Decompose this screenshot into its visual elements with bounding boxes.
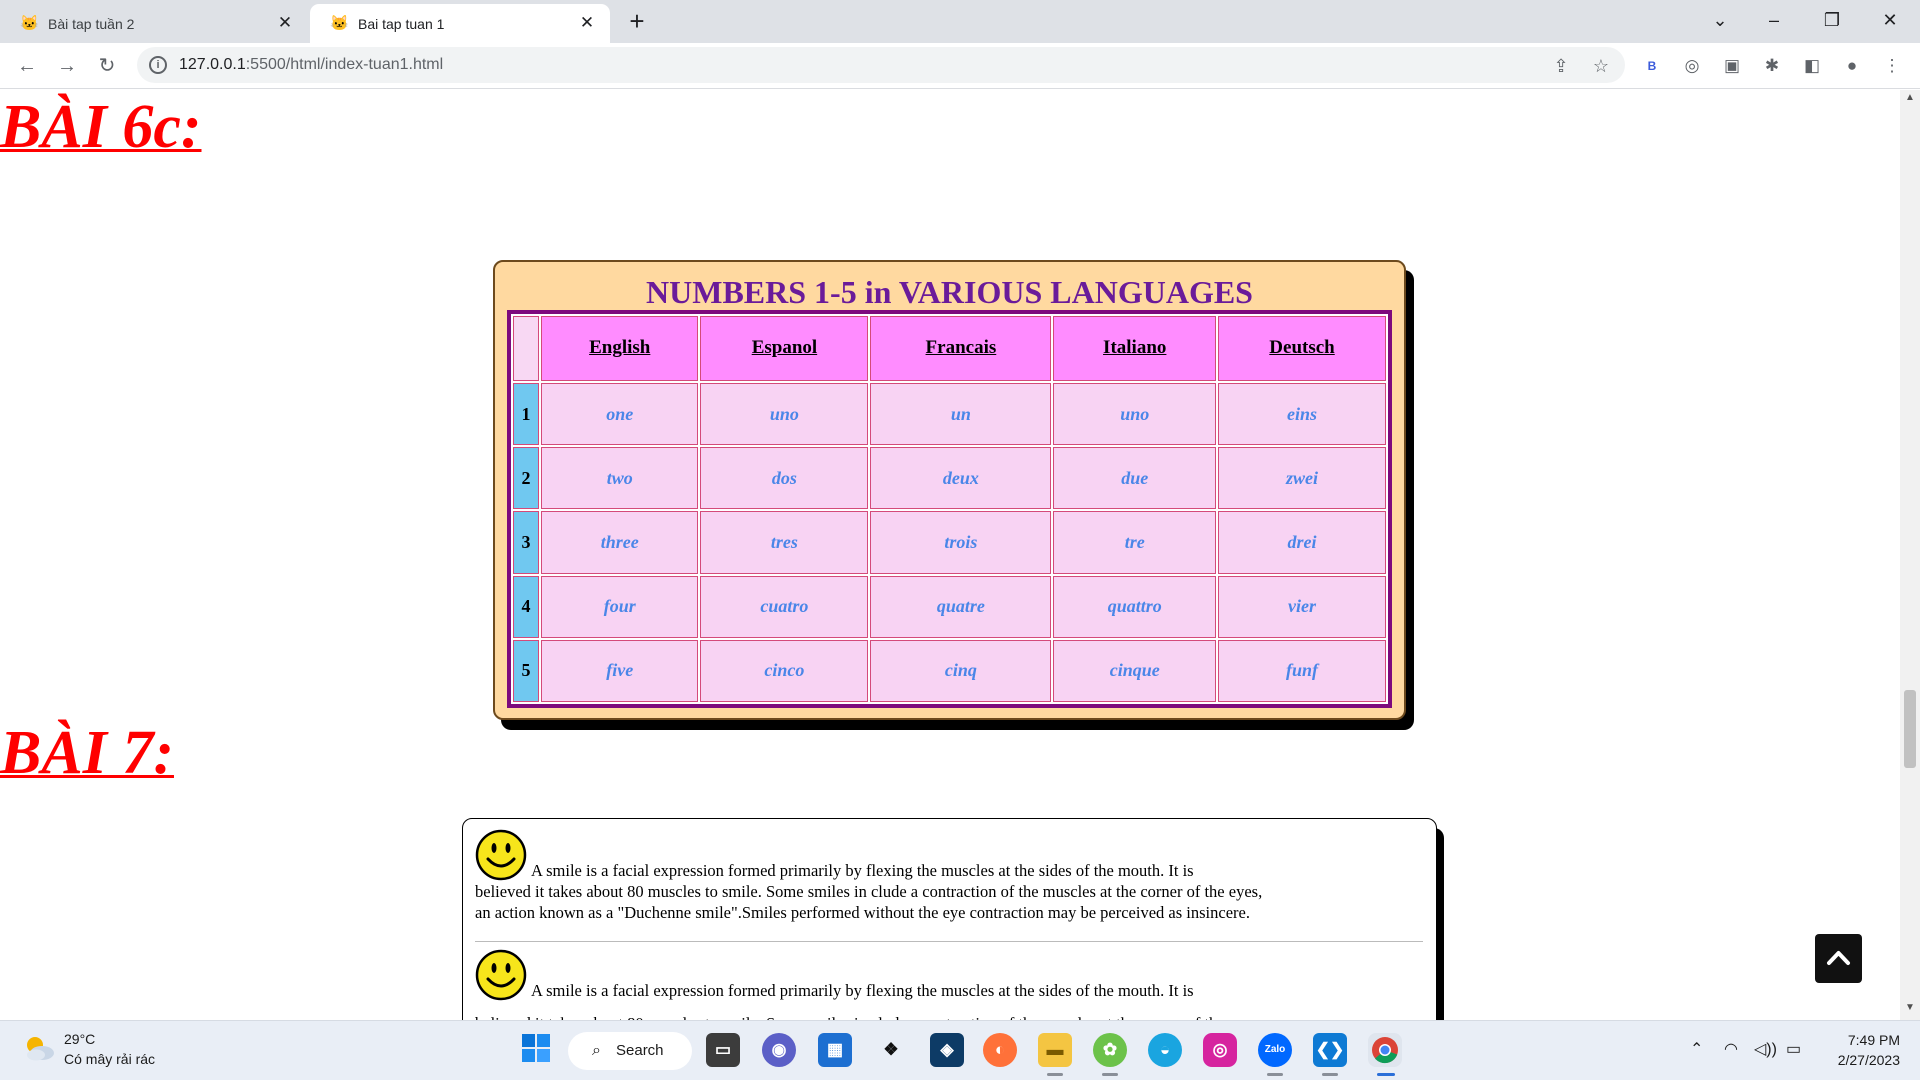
app-shield-icon[interactable]: ◈: [930, 1033, 964, 1067]
table-row: [513, 383, 1386, 445]
column-header: English: [541, 316, 698, 381]
address-bar[interactable]: [137, 47, 1625, 83]
smile-paragraph: [475, 829, 1415, 923]
search-label: Search: [616, 1042, 664, 1059]
row-number: 4: [513, 576, 539, 638]
clock-date: 2/27/2023: [1837, 1052, 1900, 1068]
partly-cloudy-weather-icon[interactable]: [22, 1033, 56, 1063]
paragraph-line: A smile is a facial expression formed primarily by flexing the muscles at the sides of the mouth. It is: [531, 981, 1194, 1000]
word-cell: quatre: [870, 576, 1051, 638]
close-icon[interactable]: ✕: [579, 13, 595, 32]
restore-button[interactable]: ❐: [1823, 10, 1841, 30]
reload-icon[interactable]: ↻: [98, 55, 116, 77]
extension-b-icon[interactable]: B: [1647, 59, 1657, 73]
corner-cell: [513, 316, 539, 381]
tab-title: Bài tap tuần 2: [48, 15, 135, 32]
menu-kebab-icon[interactable]: ⋮: [1883, 56, 1901, 75]
word-cell: cinque: [1053, 640, 1216, 702]
word-cell: due: [1053, 447, 1216, 509]
chevron-up-icon: [1815, 934, 1862, 983]
word-cell: cinco: [700, 640, 868, 702]
table-row: [513, 447, 1386, 509]
word-cell: deux: [870, 447, 1051, 509]
show-hidden-icons-chevron-icon[interactable]: ⌃: [1690, 1041, 1704, 1058]
table-row: [513, 640, 1386, 702]
volume-icon[interactable]: ◁)): [1754, 1041, 1777, 1058]
paragraph-line: believed it takes about 80 muscles to smile. Some smiles in clude a contraction of the muscles at the corner of the eyes,: [475, 882, 1263, 901]
tab-bai-tap-tuan-2[interactable]: [0, 4, 308, 43]
word-cell: four: [541, 576, 698, 638]
chrome-icon[interactable]: [1368, 1033, 1402, 1067]
system-clock[interactable]: [1810, 1030, 1900, 1070]
extensions-puzzle-icon[interactable]: ✱: [1764, 56, 1780, 75]
word-cell: drei: [1218, 511, 1386, 573]
close-window-button[interactable]: ✕: [1882, 10, 1898, 30]
browser-tab-strip: [0, 0, 1920, 43]
column-header: Deutsch: [1218, 316, 1386, 381]
wifi-icon[interactable]: ◠: [1724, 1041, 1738, 1058]
word-cell: quattro: [1053, 576, 1216, 638]
profile-icon[interactable]: ●: [1846, 56, 1858, 75]
windows-start-icon[interactable]: [519, 1033, 553, 1067]
cat-icon: 🐱: [330, 14, 349, 32]
browser-toolbar: [0, 43, 1920, 89]
languages-table: [511, 314, 1388, 704]
forward-arrow-icon[interactable]: →: [57, 55, 77, 77]
url-text[interactable]: 127.0.0.1:5500/html/index-tuan1.html: [179, 56, 444, 73]
active-indicator: [1102, 1073, 1118, 1076]
paragraph-line: A smile is a facial expression formed primarily by flexing the muscles at the sides of the mouth. It is: [531, 861, 1194, 880]
vscode-icon[interactable]: ❮❯: [1313, 1033, 1347, 1067]
paragraph-line: an action known as a "Duchenne smile".Smiles performed without the eye contraction may be perceived as insincere.: [475, 903, 1250, 922]
word-cell: two: [541, 447, 698, 509]
word-cell: un: [870, 383, 1051, 445]
dropbox-icon[interactable]: ❖: [883, 1040, 899, 1059]
active-indicator: [1377, 1073, 1395, 1076]
row-number: 1: [513, 383, 539, 445]
heading-bai-6c: BÀI 6c:: [0, 93, 202, 161]
task-view-icon[interactable]: ▭: [706, 1033, 740, 1067]
taskbar-search[interactable]: [568, 1032, 692, 1070]
firefox-icon[interactable]: ◐: [983, 1033, 1017, 1067]
word-cell: funf: [1218, 640, 1386, 702]
smiley-face-icon: [475, 949, 527, 1001]
windows-taskbar: [0, 1020, 1920, 1080]
site-info-icon[interactable]: i: [149, 56, 167, 74]
microsoft-store-icon[interactable]: ▦: [818, 1033, 852, 1067]
tab-title: Bai tap tuan 1: [358, 15, 445, 32]
instagram-icon[interactable]: ◎: [1203, 1033, 1237, 1067]
languages-table-frame: [507, 310, 1392, 708]
search-icon: ⌕: [592, 1042, 601, 1059]
word-cell: five: [541, 640, 698, 702]
row-number: 5: [513, 640, 539, 702]
edge-browser-icon[interactable]: ◒: [1148, 1033, 1182, 1067]
column-header: Italiano: [1053, 316, 1216, 381]
tab-bai-tap-tuan-1[interactable]: [310, 4, 610, 43]
minimize-button[interactable]: –: [1768, 10, 1779, 30]
row-number: 2: [513, 447, 539, 509]
word-cell: tre: [1053, 511, 1216, 573]
new-tab-button[interactable]: +: [629, 6, 645, 36]
word-cell: vier: [1218, 576, 1386, 638]
row-number: 3: [513, 511, 539, 573]
word-cell: tres: [700, 511, 868, 573]
back-arrow-icon[interactable]: ←: [17, 55, 37, 77]
tab-search-chevron-icon[interactable]: ⌄: [1712, 10, 1728, 30]
app-leaf-icon[interactable]: ✿: [1093, 1033, 1127, 1067]
cat-icon: 🐱: [20, 14, 39, 32]
weather-description[interactable]: Có mây rải rác: [64, 1051, 156, 1067]
word-cell: one: [541, 383, 698, 445]
active-indicator: [1322, 1073, 1338, 1076]
side-panel-icon[interactable]: ◧: [1803, 56, 1821, 75]
page-viewport: [0, 90, 1900, 1020]
clock-time: 7:49 PM: [1847, 1032, 1900, 1048]
page-scrollbar[interactable]: [1900, 90, 1920, 1020]
word-cell: uno: [1053, 383, 1216, 445]
active-indicator: [1267, 1073, 1283, 1076]
divider: [475, 941, 1423, 942]
close-icon[interactable]: ✕: [277, 13, 293, 32]
word-cell: cuatro: [700, 576, 868, 638]
file-explorer-icon[interactable]: ▬: [1038, 1033, 1072, 1067]
back-to-top-button[interactable]: [1815, 934, 1862, 983]
weather-temperature[interactable]: 29°C: [64, 1031, 96, 1047]
word-cell: eins: [1218, 383, 1386, 445]
word-cell: dos: [700, 447, 868, 509]
battery-icon[interactable]: ▭: [1786, 1041, 1802, 1058]
column-header: Francais: [870, 316, 1051, 381]
bookmark-star-icon[interactable]: ☆: [1592, 56, 1610, 76]
languages-box: [493, 260, 1406, 720]
table-row: [513, 511, 1386, 573]
scroll-down-arrow-icon[interactable]: ▼: [1905, 1002, 1915, 1013]
word-cell: three: [541, 511, 698, 573]
table-title: NUMBERS 1-5 in VARIOUS LANGUAGES: [646, 274, 1253, 310]
teams-chat-icon[interactable]: ◉: [762, 1033, 796, 1067]
extension-avatar-icon[interactable]: ▣: [1723, 56, 1741, 75]
column-header: Espanol: [700, 316, 868, 381]
zalo-icon[interactable]: Zalo: [1258, 1033, 1292, 1067]
word-cell: trois: [870, 511, 1051, 573]
word-cell: zwei: [1218, 447, 1386, 509]
table-header-row: [513, 316, 1386, 381]
heading-bai-7: BÀI 7:: [0, 719, 174, 787]
smiley-face-icon: [475, 829, 527, 881]
word-cell: uno: [700, 383, 868, 445]
extension-capture-icon[interactable]: ◎: [1684, 56, 1700, 75]
scrollbar-thumb[interactable]: [1904, 690, 1916, 768]
share-icon[interactable]: ⇪: [1553, 56, 1569, 76]
table-row: [513, 576, 1386, 638]
scroll-up-arrow-icon[interactable]: ▲: [1905, 92, 1915, 103]
active-indicator: [1047, 1073, 1063, 1076]
word-cell: cinq: [870, 640, 1051, 702]
